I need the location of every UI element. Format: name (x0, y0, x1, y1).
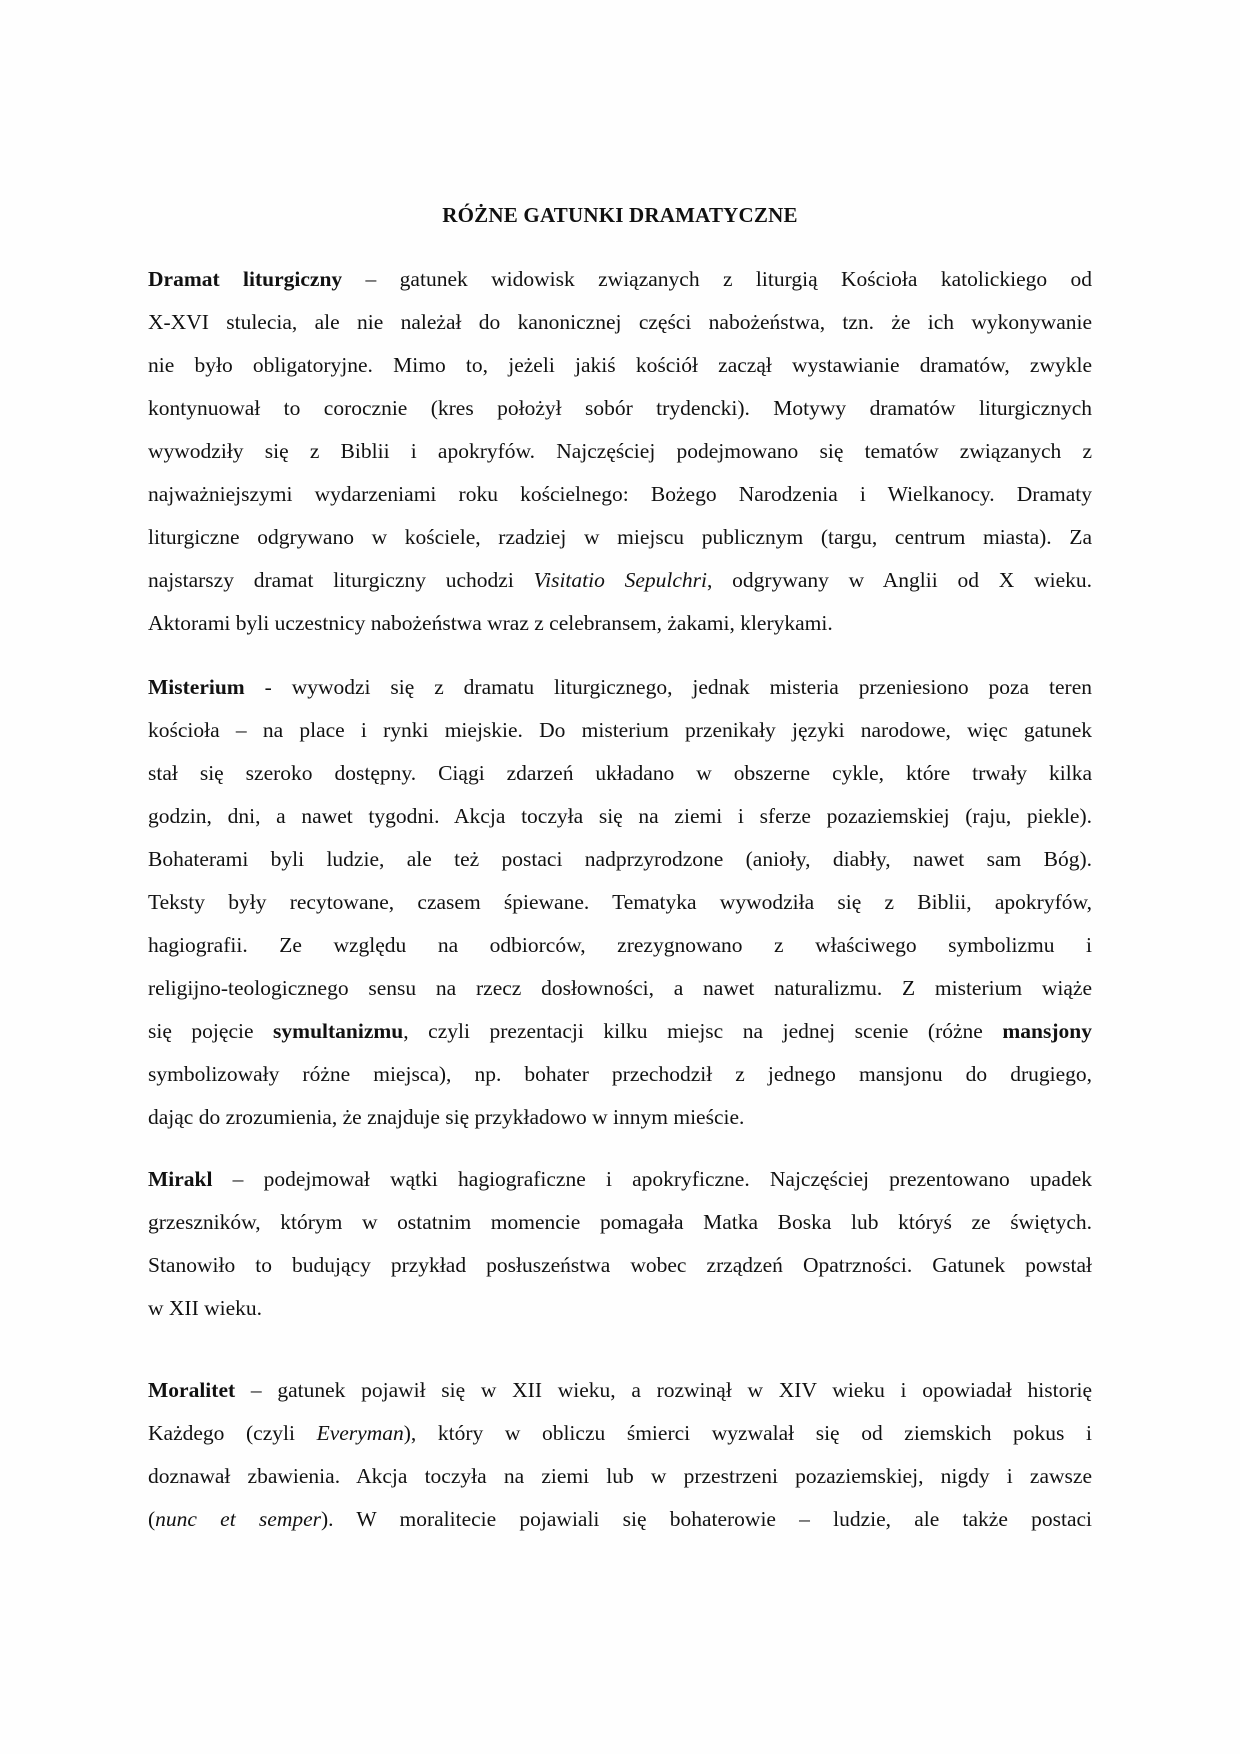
text-run: grzeszników, którym w ostatnim momencie pomagała Matka Boska lub któryś ze świętych. (148, 1210, 1092, 1234)
text-run: doznawał zbawienia. Akcja toczyła na ziemi lub w przestrzeni pozaziemskiej, nigdy i zawsze (148, 1464, 1092, 1488)
bold-term: Misterium (148, 675, 245, 699)
paragraph-moralitet (148, 1369, 1092, 1541)
bold-term: symultanizmu (273, 1019, 404, 1043)
bold-term: mansjony (1002, 1019, 1092, 1043)
text-line (148, 709, 1092, 752)
text-run: Stanowiło to budujący przykład posłuszeństwa wobec zrządzeń Opatrzności. Gatunek powstał (148, 1253, 1092, 1277)
text-run: – gatunek widowisk związanych z liturgią Kościoła katolickiego od (342, 267, 1092, 291)
bold-term: Dramat liturgiczny (148, 267, 343, 291)
text-run: Teksty były recytowane, czasem śpiewane. Tematyka wywodziła się z Biblii, apokryfów, (148, 890, 1092, 914)
text-run: nie było obligatoryjne. Mimo to, jeżeli jakiś kościół zaczął wystawianie dramatów, zwykle (148, 353, 1092, 377)
text-run: – podejmował wątki hagiograficzne i apokryficzne. Najczęściej prezentowano upadek (212, 1167, 1092, 1191)
text-run: hagiografii. Ze względu na odbiorców, zrezygnowano z właściwego symbolizmu i (148, 933, 1092, 957)
document-title: RÓŻNE GATUNKI DRAMATYCZNE (442, 203, 798, 227)
text-line (148, 430, 1092, 473)
text-run: kościoła – na place i rynki miejskie. Do misterium przenikały języki narodowe, więc gatunek (148, 718, 1092, 742)
text-run: symbolizowały różne miejsca), np. bohater przechodził z jednego mansjonu do drugiego, (148, 1062, 1092, 1086)
text-run: najważniejszymi wydarzeniami roku kościelnego: Bożego Narodzenia i Wielkanocy. Dramaty (148, 482, 1092, 506)
text-run: - wywodzi się z dramatu liturgicznego, jednak misteria przeniesiono poza teren (244, 675, 1092, 699)
text-line (148, 602, 1092, 645)
text-line (148, 1498, 1092, 1541)
text-line (148, 1010, 1092, 1053)
text-run: się pojęcie (148, 1019, 274, 1043)
text-run: dając do zrozumienia, że znajduje się przykładowo w innym mieście. (148, 1105, 745, 1129)
text-line (148, 752, 1092, 795)
text-line (148, 387, 1092, 430)
text-run: X-XVI stulecia, ale nie należał do kanonicznej części nabożeństwa, tzn. że ich wykonywanie (148, 310, 1092, 334)
text-line (148, 473, 1092, 516)
bold-term: Mirakl (148, 1167, 213, 1191)
text-run: kontynuował to corocznie (kres położył sobór trydencki). Motywy dramatów liturgicznych (148, 396, 1092, 420)
text-run: Bohaterami byli ludzie, ale też postaci nadprzyrodzone (anioły, diabły, nawet sam Bóg). (148, 847, 1092, 871)
text-line (148, 1158, 1092, 1201)
paragraph-misterium (148, 666, 1092, 1139)
text-run: liturgiczne odgrywano w kościele, rzadziej w miejscu publicznym (targu, centrum miasta). Za (148, 525, 1092, 549)
text-run: najstarszy dramat liturgiczny uchodzi (148, 568, 534, 592)
text-run: religijno-teologicznego sensu na rzecz dosłowności, a nawet naturalizmu. Z misterium wiąże (148, 976, 1092, 1000)
text-line (148, 1287, 1092, 1330)
text-run: godzin, dni, a nawet tygodni. Akcja toczyła się na ziemi i sferze pozaziemskiej (raju, piekle). (148, 804, 1092, 828)
text-line (148, 924, 1092, 967)
italic-text: Visitatio Sepulchri (533, 568, 708, 592)
text-run: w XII wieku. (148, 1296, 263, 1320)
text-line (148, 1369, 1092, 1412)
text-line (148, 258, 1092, 301)
paragraph-mirakl (148, 1158, 1092, 1330)
text-run: ( (148, 1507, 156, 1531)
text-line (148, 967, 1092, 1010)
text-run: – gatunek pojawił się w XII wieku, a rozwinął w XIV wieku i opowiadał historię (235, 1378, 1092, 1402)
text-run: stał się szeroko dostępny. Ciągi zdarzeń układano w obszerne cykle, które trwały kilka (148, 761, 1092, 785)
text-line (148, 1096, 1092, 1139)
text-line (148, 795, 1092, 838)
bold-term: Moralitet (148, 1378, 236, 1402)
italic-text: nunc et semper (155, 1507, 322, 1531)
text-line (148, 559, 1092, 602)
text-line (148, 516, 1092, 559)
text-line (148, 301, 1092, 344)
text-line (148, 1455, 1092, 1498)
text-line (148, 838, 1092, 881)
text-line (148, 1412, 1092, 1455)
text-run: , odgrywany w Anglii od X wieku. (707, 568, 1092, 592)
italic-text: Everyman (316, 1421, 404, 1445)
text-run: Aktorami byli uczestnicy nabożeństwa wraz z celebransem, żakami, klerykami. (148, 611, 833, 635)
text-run: wywodziły się z Biblii i apokryfów. Najczęściej podejmowano się tematów związanych z (148, 439, 1092, 463)
text-line (148, 1201, 1092, 1244)
text-line (148, 666, 1092, 709)
text-run: ). W moralitecie pojawiali się bohaterowie – ludzie, ale także postaci (321, 1507, 1093, 1531)
text-line (148, 1053, 1092, 1096)
text-line (148, 1244, 1092, 1287)
text-line (148, 881, 1092, 924)
text-line (148, 344, 1092, 387)
text-run: ), który w obliczu śmierci wyzwalał się od ziemskich pokus i (403, 1421, 1092, 1445)
paragraph-dramat-liturgiczny (148, 258, 1092, 645)
text-run: Każdego (czyli (148, 1421, 317, 1445)
text-run: , czyli prezentacji kilku miejsc na jednej scenie (różne (403, 1019, 1003, 1043)
